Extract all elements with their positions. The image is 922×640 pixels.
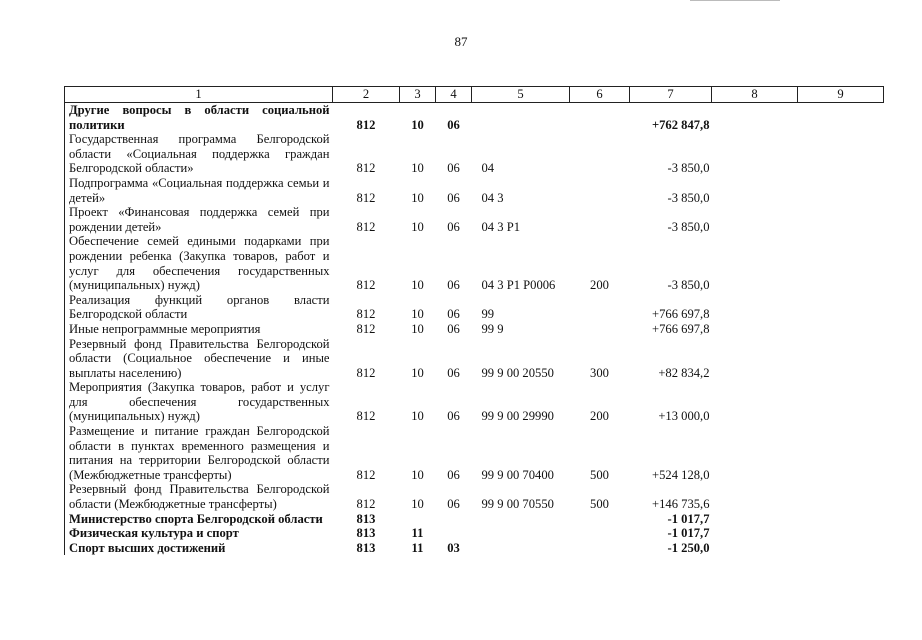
row-section: 10 xyxy=(411,467,424,482)
col-header-3: 3 xyxy=(400,87,436,103)
row-col-9 xyxy=(798,482,884,511)
row-name: Обеспечение семей едиными подарками при рождении ребенка (Закупка товаров, работ и услуг для обеспечения государственных (муниципальных) нужд) xyxy=(65,234,333,292)
row-target-article: 99 9 00 20550 xyxy=(481,365,554,380)
row-admin-code: 812 xyxy=(356,365,376,380)
table-row xyxy=(65,482,884,511)
row-col-8 xyxy=(712,322,798,337)
row-subsection: 06 xyxy=(447,365,460,380)
row-amount: -3 850,0 xyxy=(667,161,710,176)
row-admin-code: 812 xyxy=(356,219,376,234)
row-amount: +762 847,8 xyxy=(651,117,710,132)
row-target-article: 99 9 00 70400 xyxy=(481,467,554,482)
row-subsection: 06 xyxy=(447,161,460,176)
table-row xyxy=(65,322,884,337)
table-body xyxy=(65,103,884,556)
col-header-9: 9 xyxy=(798,87,884,103)
row-section: 10 xyxy=(411,307,424,322)
table-row xyxy=(65,103,884,133)
row-col-8 xyxy=(712,176,798,205)
row-col-8 xyxy=(712,512,798,527)
table-row xyxy=(65,176,884,205)
col-header-7: 7 xyxy=(630,87,712,103)
row-col-8 xyxy=(712,380,798,424)
row-section: 10 xyxy=(411,278,424,293)
row-expense-type xyxy=(570,293,630,322)
table-row xyxy=(65,541,884,556)
row-col-8 xyxy=(712,424,798,482)
row-section: 11 xyxy=(411,540,424,555)
row-expense-type xyxy=(570,526,630,541)
row-section: 10 xyxy=(411,161,424,176)
row-target-article: 99 9 xyxy=(481,321,504,336)
row-section: 11 xyxy=(411,526,424,541)
row-name: Иные непрограммные мероприятия xyxy=(65,322,333,337)
row-name: Мероприятия (Закупка товаров, работ и услуг для обеспечения государственных (муниципальных) нужд) xyxy=(65,380,333,424)
row-col-9 xyxy=(798,132,884,176)
row-admin-code: 812 xyxy=(356,467,376,482)
row-col-8 xyxy=(712,482,798,511)
row-name: Физическая культура и спорт xyxy=(65,526,333,541)
row-col-9 xyxy=(798,337,884,381)
row-section: 10 xyxy=(411,365,424,380)
row-section xyxy=(400,512,436,527)
row-col-9 xyxy=(798,541,884,556)
table-row xyxy=(65,234,884,292)
row-amount: -1 250,0 xyxy=(667,540,710,555)
table-row xyxy=(65,512,884,527)
row-admin-code: 812 xyxy=(356,321,376,336)
row-amount: +82 834,2 xyxy=(658,365,710,380)
row-section: 10 xyxy=(411,497,424,512)
row-admin-code: 813 xyxy=(356,511,376,526)
row-amount: -3 850,0 xyxy=(667,278,710,293)
header-row xyxy=(65,87,884,103)
row-target-article xyxy=(472,512,570,527)
row-amount: -3 850,0 xyxy=(667,190,710,205)
col-header-6: 6 xyxy=(570,87,630,103)
table-row xyxy=(65,132,884,176)
row-section: 10 xyxy=(411,190,424,205)
row-amount: +766 697,8 xyxy=(652,307,710,322)
row-expense-type: 500 xyxy=(590,497,609,512)
row-col-9 xyxy=(798,176,884,205)
row-name: Подпрограмма «Социальная поддержка семьи и детей» xyxy=(65,176,333,205)
row-expense-type: 200 xyxy=(590,409,609,424)
row-admin-code: 813 xyxy=(356,540,376,555)
row-col-8 xyxy=(712,103,798,133)
row-subsection: 06 xyxy=(447,117,460,132)
row-col-9 xyxy=(798,380,884,424)
row-subsection xyxy=(436,526,472,541)
row-col-8 xyxy=(712,293,798,322)
row-col-8 xyxy=(712,234,798,292)
row-section: 10 xyxy=(411,117,424,132)
row-col-9 xyxy=(798,424,884,482)
row-expense-type xyxy=(570,541,630,556)
row-target-article xyxy=(472,526,570,541)
row-admin-code: 812 xyxy=(356,278,376,293)
table-row xyxy=(65,424,884,482)
row-amount: +524 128,0 xyxy=(652,467,710,482)
page-number: 87 xyxy=(454,34,468,49)
row-expense-type xyxy=(570,176,630,205)
row-subsection: 06 xyxy=(447,497,460,512)
row-target-article: 99 9 00 70550 xyxy=(481,497,554,512)
table-row xyxy=(65,205,884,234)
row-admin-code: 812 xyxy=(356,409,376,424)
row-section: 10 xyxy=(411,219,424,234)
row-subsection: 06 xyxy=(447,321,460,336)
row-expense-type xyxy=(570,205,630,234)
row-section: 10 xyxy=(411,321,424,336)
row-expense-type xyxy=(570,103,630,133)
row-target-article: 99 xyxy=(481,307,495,322)
row-admin-code: 813 xyxy=(356,526,376,541)
row-col-9 xyxy=(798,205,884,234)
top-rule xyxy=(690,0,780,1)
row-amount: -1 017,7 xyxy=(667,526,710,541)
row-amount: +766 697,8 xyxy=(652,321,710,336)
row-col-9 xyxy=(798,512,884,527)
row-name: Резервный фонд Правительства Белгородской области (Межбюджетные трансферты) xyxy=(65,482,333,511)
row-target-article: 04 3 P1 xyxy=(481,219,520,234)
row-target-article xyxy=(472,103,570,133)
table-row xyxy=(65,526,884,541)
row-amount: -3 850,0 xyxy=(667,219,710,234)
row-subsection: 06 xyxy=(447,467,460,482)
budget-table xyxy=(64,86,884,555)
row-name: Министерство спорта Белгородской области xyxy=(65,512,333,527)
row-name: Другие вопросы в области социальной политики xyxy=(65,103,333,133)
row-expense-type xyxy=(570,132,630,176)
col-header-4: 4 xyxy=(436,87,472,103)
row-expense-type: 300 xyxy=(590,365,609,380)
col-header-2: 2 xyxy=(333,87,400,103)
table-row xyxy=(65,293,884,322)
row-name: Реализация функций органов власти Белгородской области xyxy=(65,293,333,322)
row-subsection: 06 xyxy=(447,219,460,234)
row-col-9 xyxy=(798,293,884,322)
row-expense-type: 200 xyxy=(590,278,609,293)
row-subsection: 06 xyxy=(447,307,460,322)
row-subsection: 06 xyxy=(447,278,460,293)
row-subsection: 03 xyxy=(447,540,460,555)
row-amount: +13 000,0 xyxy=(658,409,710,424)
table-row xyxy=(65,337,884,381)
row-name: Резервный фонд Правительства Белгородской области (Социальное обеспечение и иные выплаты населению) xyxy=(65,337,333,381)
row-expense-type xyxy=(570,322,630,337)
row-col-9 xyxy=(798,234,884,292)
row-admin-code: 812 xyxy=(356,190,376,205)
row-col-8 xyxy=(712,541,798,556)
row-expense-type xyxy=(570,512,630,527)
row-col-8 xyxy=(712,132,798,176)
row-subsection: 06 xyxy=(447,190,460,205)
row-col-9 xyxy=(798,322,884,337)
row-subsection xyxy=(436,512,472,527)
col-header-5: 5 xyxy=(472,87,570,103)
row-section: 10 xyxy=(411,409,424,424)
col-header-1: 1 xyxy=(65,87,333,103)
col-header-8: 8 xyxy=(712,87,798,103)
row-name: Государственная программа Белгородской области «Социальная поддержка граждан Белгородской области» xyxy=(65,132,333,176)
row-col-9 xyxy=(798,103,884,133)
row-col-8 xyxy=(712,205,798,234)
row-target-article: 99 9 00 29990 xyxy=(481,409,554,424)
row-amount: +146 735,6 xyxy=(652,497,710,512)
table-row xyxy=(65,380,884,424)
row-admin-code: 812 xyxy=(356,307,376,322)
row-name: Размещение и питание граждан Белгородской области в пунктах временного размещения и питания на территории Белгородской области (Межбюджетные трансферты) xyxy=(65,424,333,482)
row-admin-code: 812 xyxy=(356,161,376,176)
row-target-article: 04 3 P1 P0006 xyxy=(481,278,556,293)
row-expense-type: 500 xyxy=(590,467,609,482)
row-target-article xyxy=(472,541,570,556)
row-subsection: 06 xyxy=(447,409,460,424)
row-target-article: 04 3 xyxy=(481,190,504,205)
row-col-8 xyxy=(712,526,798,541)
row-col-9 xyxy=(798,526,884,541)
row-target-article: 04 xyxy=(481,161,495,176)
row-name: Проект «Финансовая поддержка семей при рождении детей» xyxy=(65,205,333,234)
row-col-8 xyxy=(712,337,798,381)
row-admin-code: 812 xyxy=(356,117,376,132)
row-admin-code: 812 xyxy=(356,497,376,512)
row-name: Спорт высших достижений xyxy=(65,541,333,556)
row-amount: -1 017,7 xyxy=(667,511,710,526)
